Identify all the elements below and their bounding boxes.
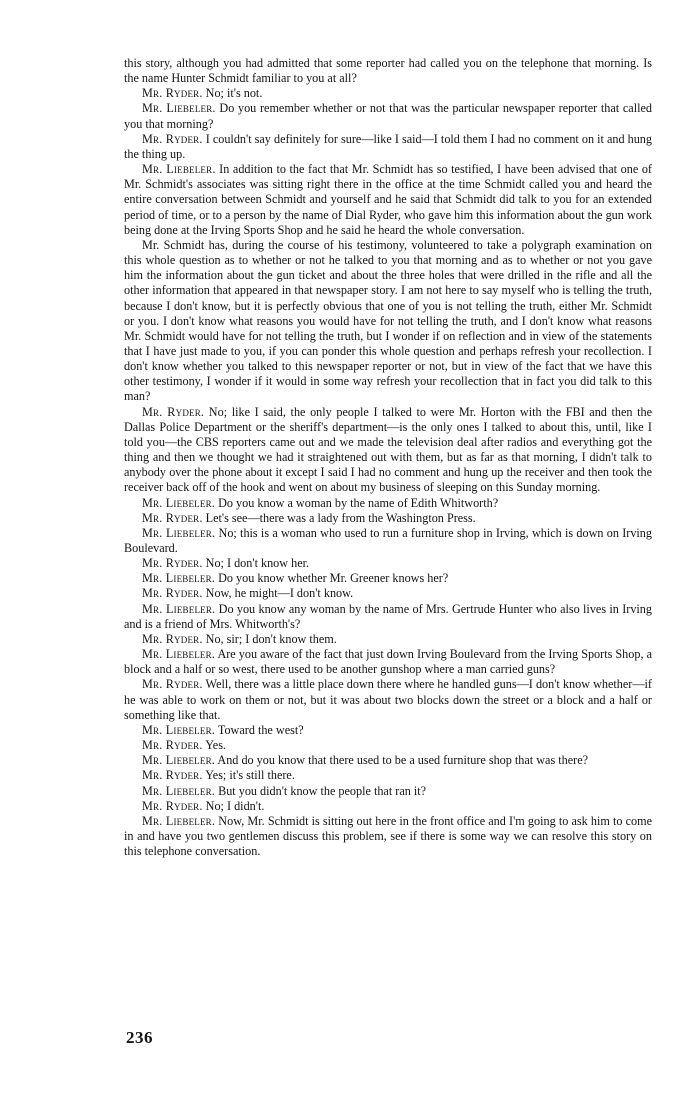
paragraph-9 bbox=[124, 526, 652, 556]
paragraph-text: Let's see—there was a lady from the Washington Press. bbox=[202, 510, 476, 525]
paragraph-12 bbox=[124, 586, 652, 601]
paragraph-text: No; I don't know her. bbox=[202, 556, 310, 571]
speaker-label: Mr. Ryder. bbox=[142, 798, 203, 813]
document-body bbox=[124, 56, 652, 859]
speaker-label: Mr. Ryder. bbox=[142, 131, 203, 146]
paragraph-1 bbox=[124, 86, 652, 101]
paragraph-0 bbox=[124, 56, 652, 86]
paragraph-4 bbox=[124, 162, 652, 238]
paragraph-2 bbox=[124, 101, 652, 131]
paragraph-text: In addition to the fact that Mr. Schmidt has so testified, I have been advised that one of Mr. Schmidt's associates was sitting right there in the office at the time Schmidt called you and heard the entire conversation between Schmidt and yourself and he said that Schmidt did talk to you for an extended period of time, or to a person by the name of Dial Ryder, who gave him this information about the gun work being done at the Irving Sports Shop and he said he heard the whole conversation. bbox=[124, 162, 652, 237]
paragraph-7 bbox=[124, 496, 652, 511]
paragraph-text: Mr. Schmidt has, during the course of his testimony, volunteered to take a polygraph examination on this whole question as to whether or not he talked to you that morning and as to whether or not you gave him the information about the gun ticket and about the three holes that were drilled in the rifle and all the other information that appeared in that newspaper story. I am not here to say myself who is telling the truth, because I don't know, but it is perfectly obvious that one of you is not telling the truth, either Mr. Schmidt or you. I don't know what reasons you would have for not telling the truth, and I don't know what reasons Mr. Schmidt would have for not telling the truth, but I wonder if on reflection and in view of the statements that I have just made to you, if you can ponder this whole question and perhaps refresh your recollection. I don't know whether you talked to this newspaper reporter or not, but in view of the fact that we have this other testimony, I wonder if it would in some way refresh your recollection that in fact you did talk to this man? bbox=[124, 237, 652, 404]
paragraph-text: Toward the west? bbox=[215, 722, 304, 737]
speaker-label: Mr. Liebeler. bbox=[142, 783, 216, 798]
speaker-label: Mr. Liebeler. bbox=[142, 495, 216, 510]
speaker-label: Mr. Ryder. bbox=[142, 631, 203, 646]
paragraph-8 bbox=[124, 511, 652, 526]
speaker-label: Mr. Ryder. bbox=[142, 586, 203, 601]
paragraph-text: Do you remember whether or not that was the particular newspaper reporter that called you that morning? bbox=[124, 101, 652, 131]
speaker-label: Mr. Ryder. bbox=[142, 86, 203, 101]
paragraph-23 bbox=[124, 814, 652, 859]
speaker-label: Mr. Liebeler. bbox=[142, 162, 216, 177]
paragraph-text: Do you know a woman by the name of Edith Whitworth? bbox=[215, 495, 499, 510]
speaker-label: Mr. Liebeler. bbox=[142, 101, 216, 116]
paragraph-text: No; I didn't. bbox=[202, 798, 265, 813]
paragraph-20 bbox=[124, 768, 652, 783]
paragraph-19 bbox=[124, 753, 652, 768]
paragraph-text: Well, there was a little place down there where he handled guns—I don't know whether—if he was able to work on them or not, but it was about two blocks down the street or a block and a half or something like that. bbox=[124, 677, 652, 722]
speaker-label: Mr. Liebeler. bbox=[142, 525, 216, 540]
paragraph-3 bbox=[124, 132, 652, 162]
paragraph-text: No; it's not. bbox=[202, 86, 263, 101]
paragraph-text: No; like I said, the only people I talked to were Mr. Horton with the FBI and then the Dallas Police Department or the sheriff's department—is the only ones I talked to about this, until, like I told you—the CBS reporters came out and we made the television deal after radios and everything got the thing and then we thought we had it straightened out with them, but as far as that morning, I didn't talk to anybody over the phone about it except I said I had no comment and hung up the receiver and then took the receiver back off of the hook and went on about my business of sleeping on this Sunday morning. bbox=[124, 404, 653, 495]
paragraph-22 bbox=[124, 799, 652, 814]
paragraph-11 bbox=[124, 571, 652, 586]
paragraph-15 bbox=[124, 647, 652, 677]
paragraph-text: But you didn't know the people that ran it? bbox=[215, 783, 427, 798]
speaker-label: Mr. Liebeler. bbox=[142, 813, 216, 828]
speaker-label: Mr. Ryder. bbox=[142, 556, 203, 571]
paragraph-text: Now, he might—I don't know. bbox=[202, 586, 354, 601]
paragraph-18 bbox=[124, 738, 652, 753]
speaker-label: Mr. Liebeler. bbox=[142, 722, 216, 737]
paragraph-5 bbox=[124, 238, 652, 405]
speaker-label: Mr. Liebeler. bbox=[142, 571, 216, 586]
speaker-label: Mr. Ryder. bbox=[142, 404, 205, 419]
paragraph-13 bbox=[124, 602, 652, 632]
speaker-label: Mr. Ryder. bbox=[142, 510, 203, 525]
speaker-label: Mr. Ryder. bbox=[142, 768, 203, 783]
paragraph-text: Do you know any woman by the name of Mrs. Gertrude Hunter who also lives in Irving and is a friend of Mrs. Whitworth's? bbox=[124, 601, 652, 631]
paragraph-17 bbox=[124, 723, 652, 738]
speaker-label: Mr. Liebeler. bbox=[142, 601, 216, 616]
speaker-label: Mr. Liebeler. bbox=[142, 753, 216, 768]
paragraph-text: Yes; it's still there. bbox=[202, 768, 295, 783]
speaker-label: Mr. Liebeler. bbox=[142, 647, 216, 662]
paragraph-text: No; this is a woman who used to run a furniture shop in Irving, which is down on Irving Boulevard. bbox=[124, 525, 652, 555]
paragraph-text: Now, Mr. Schmidt is sitting out here in the front office and I'm going to ask him to come in and have you two gentlemen discuss this problem, see if there is some way we can resolve this story on this telephone conversation. bbox=[124, 813, 652, 859]
paragraph-text: No, sir; I don't know them. bbox=[202, 631, 337, 646]
paragraph-14 bbox=[124, 632, 652, 647]
speaker-label: Mr. Ryder. bbox=[142, 677, 203, 692]
paragraph-text: I couldn't say definitely for sure—like I said—I told them I had no comment on it and hung the thing up. bbox=[124, 131, 652, 161]
paragraph-10 bbox=[124, 556, 652, 571]
page-number: 236 bbox=[126, 1028, 153, 1047]
paragraph-text: Do you know whether Mr. Greener knows her? bbox=[215, 571, 449, 586]
speaker-label: Mr. Ryder. bbox=[142, 738, 203, 753]
paragraph-21 bbox=[124, 784, 652, 799]
paragraph-text: Are you aware of the fact that just down Irving Boulevard from the Irving Sports Shop, a block and a half or so west, there used to be another gunshop where a man carried guns? bbox=[124, 647, 652, 677]
paragraph-text: And do you know that there used to be a used furniture shop that was there? bbox=[215, 753, 589, 768]
paragraph-6 bbox=[124, 405, 652, 496]
paragraph-text: this story, although you had admitted that some reporter had called you on the telephone that morning. Is the name Hunter Schmidt familiar to you at all? bbox=[124, 56, 652, 86]
paragraph-text: Yes. bbox=[202, 738, 226, 753]
paragraph-16 bbox=[124, 677, 652, 722]
